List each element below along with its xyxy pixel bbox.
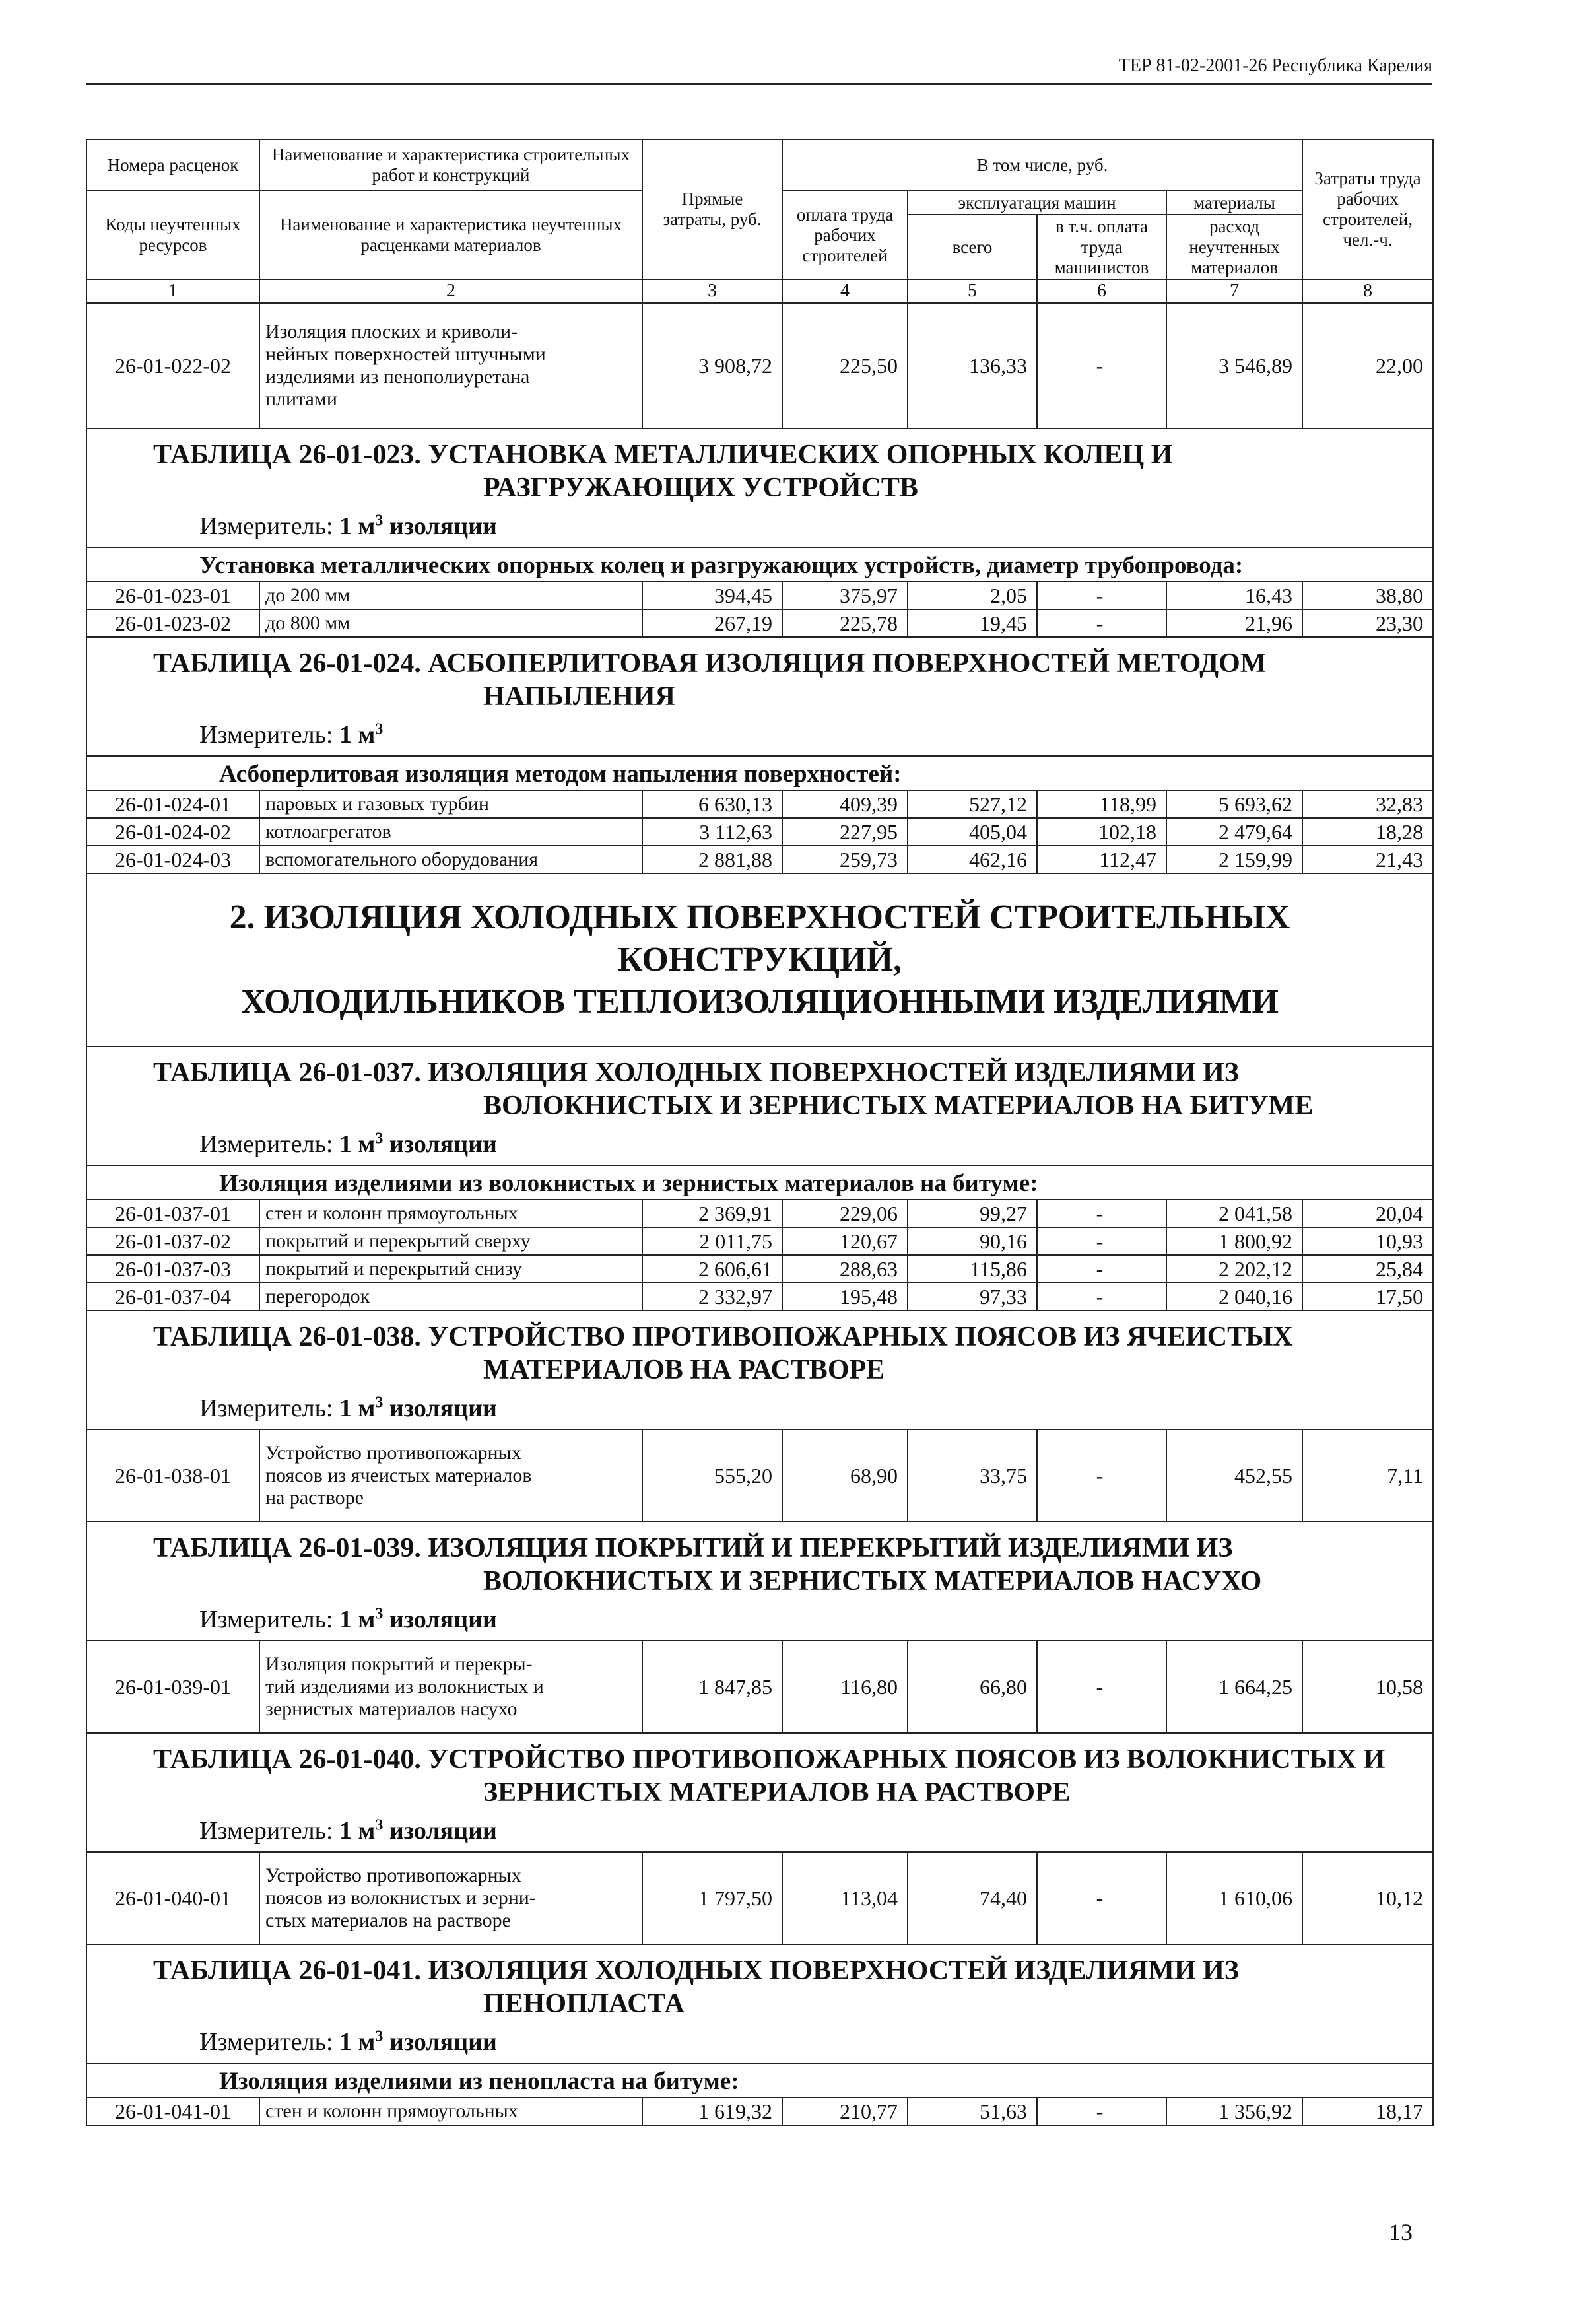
labor-hours: 32,83 — [1302, 790, 1433, 818]
machinist-wages: - — [1037, 1255, 1166, 1283]
direct-costs: 1 847,85 — [642, 1641, 782, 1733]
table-title-line: НАПЫЛЕНИЯ — [483, 681, 675, 712]
col8-header: Затраты труда рабочих строителей, чел.-ч. — [1302, 139, 1433, 279]
section-heading-row — [86, 873, 1433, 1046]
rate-code: 26-01-037-03 — [86, 1255, 259, 1283]
col-number: 2 — [259, 279, 642, 303]
col2-top-header: Наименование и характеристика строительных работ и конструкций — [259, 139, 642, 191]
materials: 1 800,92 — [1166, 1227, 1302, 1255]
labor-hours: 18,17 — [1302, 2098, 1433, 2125]
rate-code: 26-01-023-02 — [86, 609, 259, 637]
table-row — [86, 846, 1433, 873]
materials: 21,96 — [1166, 609, 1302, 637]
table-title — [87, 1743, 1432, 1809]
labor-hours: 21,43 — [1302, 846, 1433, 873]
direct-costs: 2 881,88 — [642, 846, 782, 873]
rate-code: 26-01-024-03 — [86, 846, 259, 873]
machinist-wages: - — [1037, 609, 1166, 637]
table-title-row — [86, 1733, 1433, 1852]
wages: 225,50 — [782, 303, 908, 428]
rate-name-line: поясов из ячеистых материалов — [265, 1464, 532, 1486]
measure-unit — [87, 720, 1432, 750]
machinist-wages: 118,99 — [1037, 790, 1166, 818]
labor-hours: 18,28 — [1302, 818, 1433, 846]
measure-unit-name: изоляции — [389, 2028, 497, 2056]
machines-total: 51,63 — [908, 2098, 1037, 2125]
measure-unit-name: изоляции — [389, 1817, 497, 1845]
table-title-line: МАТЕРИАЛОВ НА РАСТВОРЕ — [483, 1355, 885, 1385]
table-title-line: РАЗГРУЖАЮЩИХ УСТРОЙСТВ — [483, 473, 918, 503]
materials: 2 479,64 — [1166, 818, 1302, 846]
table-title-line: ЗЕРНИСТЫХ МАТЕРИАЛОВ НА РАСТВОРЕ — [483, 1777, 1071, 1808]
table-title-line: ПЕНОПЛАСТА — [483, 1989, 685, 2019]
table-title-line: ВОЛОКНИСТЫХ И ЗЕРНИСТЫХ МАТЕРИАЛОВ НАСУХО — [483, 1566, 1262, 1596]
materials: 452,55 — [1166, 1429, 1302, 1522]
direct-costs: 555,20 — [642, 1429, 782, 1522]
machines-total: 97,33 — [908, 1283, 1037, 1311]
price-table-container — [86, 139, 1432, 2126]
measure-unit — [87, 1604, 1432, 1635]
measure-label: Измеритель: — [199, 1130, 333, 1158]
measure-exponent: 3 — [375, 1816, 384, 1834]
machinist-wages: - — [1037, 1227, 1166, 1255]
measure-exponent: 3 — [375, 720, 384, 738]
rate-name-line: на растворе — [265, 1487, 364, 1509]
rate-code: 26-01-037-04 — [86, 1283, 259, 1311]
measure-value: 1 м — [339, 721, 376, 749]
table-title-row — [86, 637, 1433, 756]
rate-name-line: Устройство противопожарных — [265, 1442, 521, 1464]
table-row — [86, 1200, 1433, 1227]
measure-exponent: 3 — [375, 512, 384, 530]
wages: 288,63 — [782, 1255, 908, 1283]
wages: 375,97 — [782, 582, 908, 609]
table-title — [87, 1320, 1432, 1386]
materials: 2 041,58 — [1166, 1200, 1302, 1227]
machinist-wages: - — [1037, 1429, 1166, 1522]
table-row — [86, 818, 1433, 846]
rate-name — [259, 1852, 642, 1944]
table-title-row — [86, 428, 1433, 547]
machinist-wages: - — [1037, 1641, 1166, 1733]
labor-hours: 22,00 — [1302, 303, 1433, 428]
table-title-line: ТАБЛИЦА 26-01-041. ИЗОЛЯЦИЯ ХОЛОДНЫХ ПОВЕРХНОСТЕЙ ИЗДЕЛИЯМИ ИЗ — [153, 1956, 1239, 1986]
rate-name-line: плитами — [265, 388, 337, 410]
measure-label: Измеритель: — [199, 721, 333, 749]
wages: 210,77 — [782, 2098, 908, 2125]
measure-unit-name: изоляции — [389, 512, 497, 540]
rate-name: покрытий и перекрытий сверху — [259, 1227, 642, 1255]
rate-code: 26-01-038-01 — [86, 1429, 259, 1522]
rate-name: вспомогательного оборудования — [259, 846, 642, 873]
labor-hours: 25,84 — [1302, 1255, 1433, 1283]
rate-code: 26-01-022-02 — [86, 303, 259, 428]
measure-unit-name: изоляции — [389, 1130, 497, 1158]
machines-total: 33,75 — [908, 1429, 1037, 1522]
table-title-line: ТАБЛИЦА 26-01-040. УСТРОЙСТВО ПРОТИВОПОЖАРНЫХ ПОЯСОВ ИЗ ВОЛОКНИСТЫХ И — [153, 1744, 1386, 1775]
group-title: Асбоперлитовая изоляция методом напыления поверхностей: — [86, 756, 1433, 790]
machinist-wages: - — [1037, 303, 1166, 428]
rate-code: 26-01-040-01 — [86, 1852, 259, 1944]
materials: 1 664,25 — [1166, 1641, 1302, 1733]
rate-code: 26-01-039-01 — [86, 1641, 259, 1733]
measure-exponent: 3 — [375, 2028, 384, 2045]
machinist-wages: - — [1037, 1283, 1166, 1311]
materials: 2 202,12 — [1166, 1255, 1302, 1283]
rate-name: стен и колонн прямоугольных — [259, 2098, 642, 2125]
direct-costs: 2 369,91 — [642, 1200, 782, 1227]
wages: 227,95 — [782, 818, 908, 846]
wages: 113,04 — [782, 1852, 908, 1944]
table-row — [86, 2098, 1433, 2125]
table-title-row — [86, 1522, 1433, 1641]
rate-name: перегородок — [259, 1283, 642, 1311]
group-row — [86, 547, 1433, 582]
incl-header: В том числе, руб. — [782, 139, 1302, 191]
group-row — [86, 1165, 1433, 1200]
rate-name-line: Изоляция плоских и криволи- — [265, 321, 518, 343]
direct-costs: 1 619,32 — [642, 2098, 782, 2125]
table-row — [86, 582, 1433, 609]
direct-costs: 6 630,13 — [642, 790, 782, 818]
wages: 195,48 — [782, 1283, 908, 1311]
rate-name — [259, 1429, 642, 1522]
rate-name-line: изделиями из пенополиуретана — [265, 366, 530, 388]
col4-header: оплата труда рабочих строителей — [782, 191, 908, 279]
machines-total: 66,80 — [908, 1641, 1037, 1733]
wages: 225,78 — [782, 609, 908, 637]
wages: 259,73 — [782, 846, 908, 873]
labor-hours: 17,50 — [1302, 1283, 1433, 1311]
rate-code: 26-01-024-01 — [86, 790, 259, 818]
col1-bottom-header: Коды неучтенных ресурсов — [86, 191, 259, 279]
direct-costs: 394,45 — [642, 582, 782, 609]
page-header — [86, 53, 1432, 85]
col-number: 6 — [1037, 279, 1166, 303]
machines-header: эксплуатация машин — [908, 191, 1166, 215]
rate-name: паровых и газовых турбин — [259, 790, 642, 818]
table-title — [87, 438, 1432, 504]
materials: 1 356,92 — [1166, 2098, 1302, 2125]
price-table — [86, 139, 1434, 2126]
rate-name-line: стых материалов на растворе — [265, 1909, 511, 1931]
measure-unit — [87, 1816, 1432, 1846]
col-number: 3 — [642, 279, 782, 303]
group-row — [86, 2063, 1433, 2098]
direct-costs: 2 606,61 — [642, 1255, 782, 1283]
table-title — [87, 1056, 1432, 1122]
col6-header: в т.ч. оплата труда машинистов — [1037, 215, 1166, 279]
measure-label: Измеритель: — [199, 1394, 333, 1422]
rate-name-line: нейных поверхностей штучными — [265, 343, 546, 365]
rate-name: котлоагрегатов — [259, 818, 642, 846]
labor-hours: 20,04 — [1302, 1200, 1433, 1227]
direct-costs: 3 112,63 — [642, 818, 782, 846]
materials-header: материалы — [1166, 191, 1302, 215]
machinist-wages: - — [1037, 1852, 1166, 1944]
measure-unit — [87, 1129, 1432, 1159]
machines-total: 462,16 — [908, 846, 1037, 873]
rate-name-line: поясов из волокнистых и зерни- — [265, 1887, 536, 1909]
rate-name — [259, 303, 642, 428]
group-row — [86, 756, 1433, 790]
measure-unit — [87, 511, 1432, 541]
rate-name-line: Изоляция покрытий и перекры- — [265, 1653, 533, 1675]
measure-exponent: 3 — [375, 1605, 384, 1623]
table-title-line: ТАБЛИЦА 26-01-037. ИЗОЛЯЦИЯ ХОЛОДНЫХ ПОВЕРХНОСТЕЙ ИЗДЕЛИЯМИ ИЗ — [153, 1058, 1239, 1088]
materials: 2 040,16 — [1166, 1283, 1302, 1311]
direct-costs: 3 908,72 — [642, 303, 782, 428]
measure-value: 1 м — [339, 2028, 376, 2056]
table-row — [86, 1283, 1433, 1311]
col7-header: расход неучтенных материалов — [1166, 215, 1302, 279]
rate-name — [259, 1641, 642, 1733]
col-number: 7 — [1166, 279, 1302, 303]
materials: 16,43 — [1166, 582, 1302, 609]
table-title-line: ТАБЛИЦА 26-01-038. УСТРОЙСТВО ПРОТИВОПОЖАРНЫХ ПОЯСОВ ИЗ ЯЧЕИСТЫХ — [153, 1322, 1293, 1352]
measure-unit — [87, 2027, 1432, 2057]
measure-value: 1 м — [339, 1606, 376, 1633]
measure-value: 1 м — [339, 1817, 376, 1845]
col3-header: Прямые затраты, руб. — [642, 139, 782, 279]
direct-costs: 267,19 — [642, 609, 782, 637]
table-row — [86, 1255, 1433, 1283]
rate-name-line: тий изделиями из волокнистых и — [265, 1676, 544, 1697]
table-title-row — [86, 1944, 1433, 2063]
rate-name: до 800 мм — [259, 609, 642, 637]
measure-label: Измеритель: — [199, 512, 333, 540]
materials: 5 693,62 — [1166, 790, 1302, 818]
group-title: Изоляция изделиями из волокнистых и зернистых материалов на битуме: — [86, 1165, 1433, 1200]
table-title-line: ТАБЛИЦА 26-01-039. ИЗОЛЯЦИЯ ПОКРЫТИЙ И ПЕРЕКРЫТИЙ ИЗДЕЛИЯМИ ИЗ — [153, 1533, 1233, 1563]
table-row — [86, 303, 1433, 428]
measure-value: 1 м — [339, 512, 376, 540]
machinist-wages: - — [1037, 1200, 1166, 1227]
labor-hours: 10,12 — [1302, 1852, 1433, 1944]
measure-exponent: 3 — [375, 1130, 384, 1147]
machines-total: 74,40 — [908, 1852, 1037, 1944]
rate-code: 26-01-037-02 — [86, 1227, 259, 1255]
machines-total: 405,04 — [908, 818, 1037, 846]
machines-total: 99,27 — [908, 1200, 1037, 1227]
wages: 68,90 — [782, 1429, 908, 1522]
page-number: 13 — [1389, 2219, 1413, 2245]
machines-total: 527,12 — [908, 790, 1037, 818]
direct-costs: 2 332,97 — [642, 1283, 782, 1311]
table-row — [86, 1429, 1433, 1522]
table-title — [87, 1954, 1432, 2020]
measure-unit-name: изоляции — [389, 1394, 497, 1422]
measure-unit — [87, 1393, 1432, 1423]
labor-hours: 10,58 — [1302, 1641, 1433, 1733]
measure-label: Измеритель: — [199, 2028, 333, 2056]
machines-total: 136,33 — [908, 303, 1037, 428]
rate-code: 26-01-023-01 — [86, 582, 259, 609]
wages: 120,67 — [782, 1227, 908, 1255]
labor-hours: 7,11 — [1302, 1429, 1433, 1522]
rate-name-line: зернистых материалов насухо — [265, 1698, 518, 1720]
section-heading-line: ХОЛОДИЛЬНИКОВ ТЕПЛОИЗОЛЯЦИОННЫМИ ИЗДЕЛИЯМИ — [241, 983, 1279, 1021]
wages: 229,06 — [782, 1200, 908, 1227]
machinist-wages: 102,18 — [1037, 818, 1166, 846]
rate-code: 26-01-041-01 — [86, 2098, 259, 2125]
machinist-wages: 112,47 — [1037, 846, 1166, 873]
measure-unit-name: изоляции — [389, 1606, 497, 1633]
table-row — [86, 1641, 1433, 1733]
rate-code: 26-01-024-02 — [86, 818, 259, 846]
section-heading — [86, 873, 1433, 1046]
table-row — [86, 1852, 1433, 1944]
col-number: 1 — [86, 279, 259, 303]
measure-exponent: 3 — [375, 1394, 384, 1412]
col2-bottom-header: Наименование и характеристика неучтенных расценками материалов — [259, 191, 642, 279]
labor-hours: 38,80 — [1302, 582, 1433, 609]
table-title-row — [86, 1046, 1433, 1165]
wages: 116,80 — [782, 1641, 908, 1733]
table-header — [86, 139, 1433, 303]
machinist-wages: - — [1037, 2098, 1166, 2125]
table-title-line: ВОЛОКНИСТЫХ И ЗЕРНИСТЫХ МАТЕРИАЛОВ НА БИТУМЕ — [483, 1091, 1314, 1121]
machinist-wages: - — [1037, 582, 1166, 609]
col-number: 4 — [782, 279, 908, 303]
col1-top-header: Номера расценок — [86, 139, 259, 191]
rate-code: 26-01-037-01 — [86, 1200, 259, 1227]
machines-total: 115,86 — [908, 1255, 1037, 1283]
column-numbers-row — [86, 279, 1433, 303]
table-title — [87, 647, 1432, 713]
group-title: Установка металлических опорных колец и разгружающих устройств, диаметр трубопровода: — [86, 547, 1433, 582]
machines-total: 2,05 — [908, 582, 1037, 609]
machines-total: 90,16 — [908, 1227, 1037, 1255]
rate-name: до 200 мм — [259, 582, 642, 609]
table-row — [86, 1227, 1433, 1255]
direct-costs: 1 797,50 — [642, 1852, 782, 1944]
materials: 1 610,06 — [1166, 1852, 1302, 1944]
table-title-line: ТАБЛИЦА 26-01-024. АСБОПЕРЛИТОВАЯ ИЗОЛЯЦИЯ ПОВЕРХНОСТЕЙ МЕТОДОМ — [153, 648, 1267, 679]
table-row — [86, 790, 1433, 818]
document-reference: ТЕР 81-02-2001-26 Республика Карелия — [1118, 55, 1432, 76]
col-number: 8 — [1302, 279, 1433, 303]
labor-hours: 23,30 — [1302, 609, 1433, 637]
measure-label: Измеритель: — [199, 1606, 333, 1633]
rate-name-line: Устройство противопожарных — [265, 1864, 521, 1886]
rate-name: покрытий и перекрытий снизу — [259, 1255, 642, 1283]
col-number: 5 — [908, 279, 1037, 303]
measure-value: 1 м — [339, 1394, 376, 1422]
table-title-line: ТАБЛИЦА 26-01-023. УСТАНОВКА МЕТАЛЛИЧЕСКИХ ОПОРНЫХ КОЛЕЦ И — [153, 440, 1173, 470]
direct-costs: 2 011,75 — [642, 1227, 782, 1255]
table-row — [86, 609, 1433, 637]
rate-name: стен и колонн прямоугольных — [259, 1200, 642, 1227]
wages: 409,39 — [782, 790, 908, 818]
group-title: Изоляция изделиями из пенопласта на битуме: — [86, 2063, 1433, 2098]
measure-value: 1 м — [339, 1130, 376, 1158]
labor-hours: 10,93 — [1302, 1227, 1433, 1255]
materials: 2 159,99 — [1166, 846, 1302, 873]
materials: 3 546,89 — [1166, 303, 1302, 428]
machines-total: 19,45 — [908, 609, 1037, 637]
measure-label: Измеритель: — [199, 1817, 333, 1845]
table-title-row — [86, 1311, 1433, 1429]
col5-header: всего — [908, 215, 1037, 279]
section-heading-line: 2. ИЗОЛЯЦИЯ ХОЛОДНЫХ ПОВЕРХНОСТЕЙ СТРОИТЕЛЬНЫХ КОНСТРУКЦИЙ, — [229, 899, 1290, 978]
table-title — [87, 1532, 1432, 1598]
